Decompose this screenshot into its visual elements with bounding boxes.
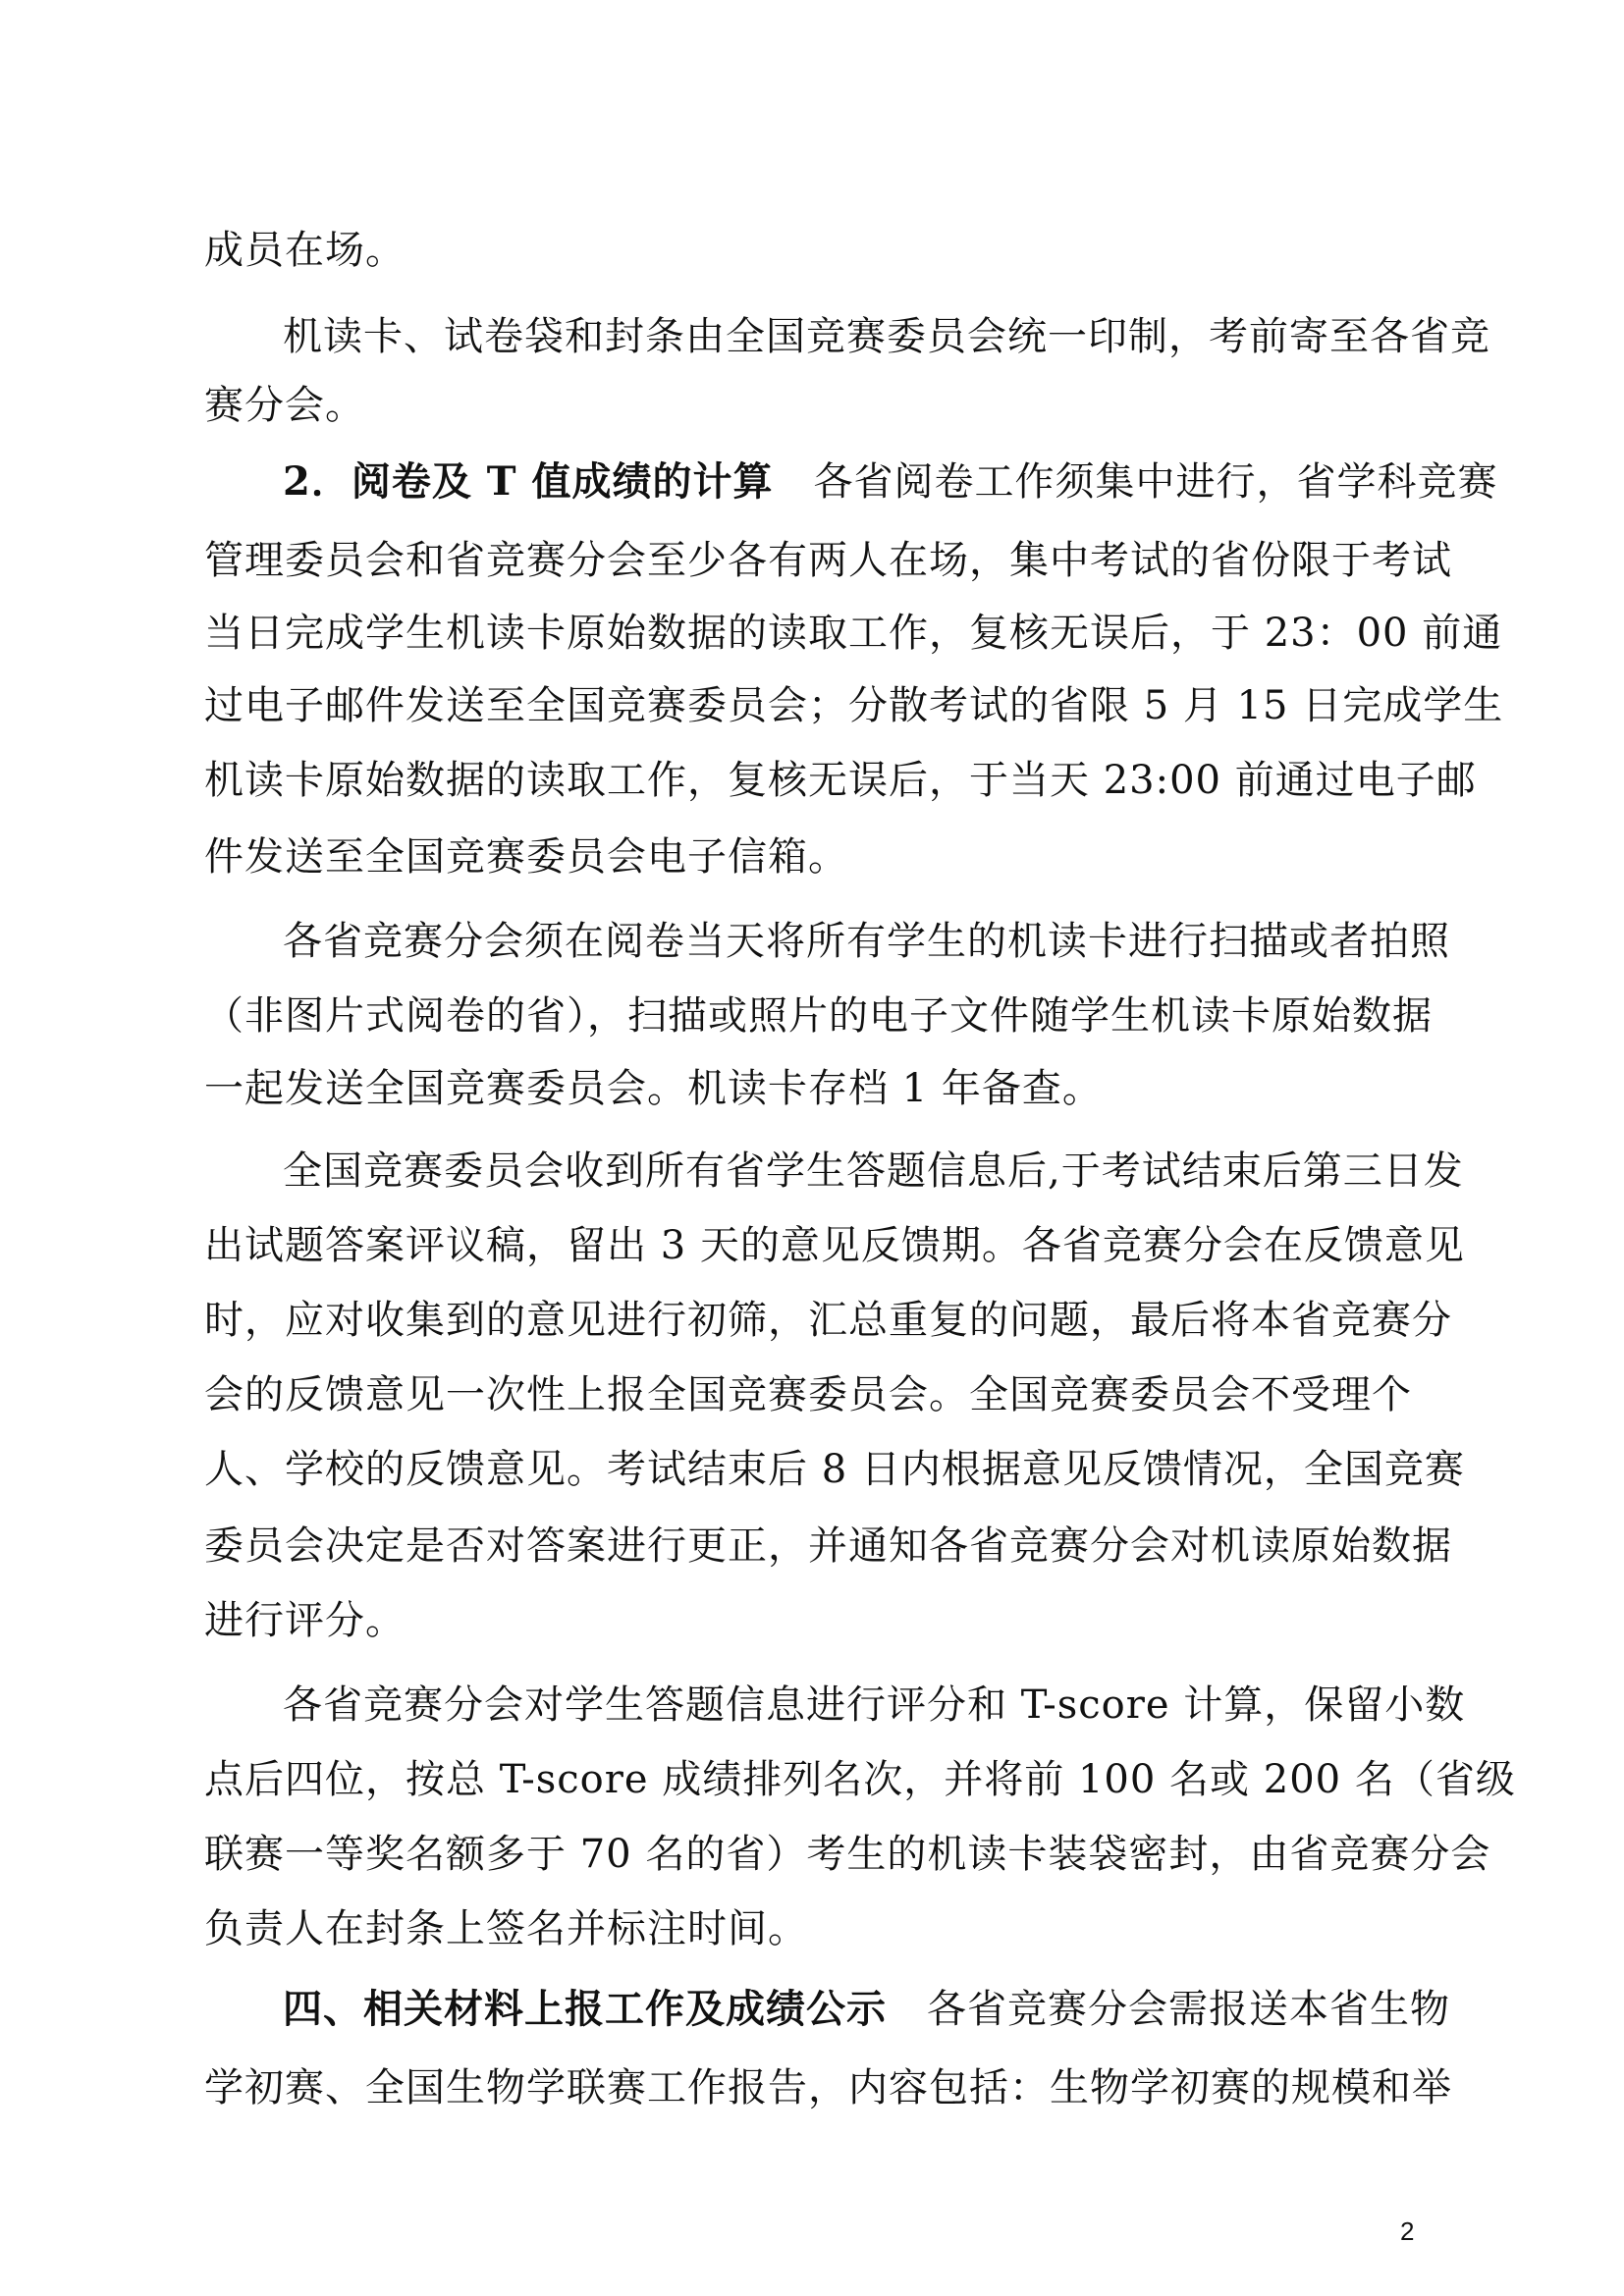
section-heading: 四、相关材料上报工作及成绩公示 (283, 1986, 887, 2032)
page-number: 2 (1400, 2216, 1415, 2246)
text-line: 出试题答案评议稿，留出 3 天的意见反馈期。各省竞赛分会在反馈意见 (204, 1223, 1465, 1268)
text-line: 管理委员会和省竞赛分会至少各有两人在场，集中考试的省份限于考试 (204, 538, 1452, 583)
text-line: 当日完成学生机读卡原始数据的读取工作，复核无误后，于 23：00 前通 (204, 611, 1503, 656)
text-line: 各省竞赛分会须在阅卷当天将所有学生的机读卡进行扫描或者拍照 (283, 919, 1450, 964)
text-line: 进行评分。 (204, 1598, 406, 1643)
text-line: 一起发送全国竞赛委员会。机读卡存档 1 年备查。 (204, 1066, 1103, 1111)
text-line: 时，应对收集到的意见进行初筛，汇总重复的问题，最后将本省竞赛分 (204, 1298, 1452, 1343)
text-line: 全国竞赛委员会收到所有省学生答题信息后,于考试结束后第三日发 (283, 1148, 1464, 1194)
text-line: 机读卡、试卷袋和封条由全国竞赛委员会统一印制，考前寄至各省竞 (283, 314, 1490, 359)
text-line: 委员会决定是否对答案进行更正，并通知各省竞赛分会对机读原始数据 (204, 1523, 1452, 1569)
heading-line (283, 1985, 1450, 2034)
text-run: 各省竞赛分会需报送本省生物 (927, 1987, 1450, 2032)
text-line: 联赛一等奖名额多于 70 名的省）考生的机读卡装袋密封，由省竞赛分会 (204, 1832, 1491, 1877)
text-line: 成员在场。 (204, 228, 406, 273)
text-line: 点后四位，按总 T-score 成绩排列名次，并将前 100 名或 200 名（省级 (204, 1757, 1516, 1802)
text-line: （非图片式阅卷的省），扫描或照片的电子文件随学生机读卡原始数据 (204, 993, 1433, 1039)
text-line: 学初赛、全国生物学联赛工作报告，内容包括：生物学初赛的规模和举 (204, 2065, 1452, 2110)
text-line: 件发送至全国竞赛委员会电子信箱。 (204, 834, 848, 880)
text-line: 赛分会。 (204, 383, 365, 428)
heading-line (283, 457, 1497, 507)
text-line: 负责人在封条上签名并标注时间。 (204, 1906, 808, 1951)
section-heading: 2．阅卷及 T 值成绩的计算 (283, 458, 774, 505)
text-line: 机读卡原始数据的读取工作，复核无误后，于当天 23:00 前通过电子邮 (204, 758, 1477, 803)
text-line: 过电子邮件发送至全国竞赛委员会；分散考试的省限 5 月 15 日完成学生 (204, 683, 1504, 728)
text-line: 人、学校的反馈意见。考试结束后 8 日内根据意见反馈情况，全国竞赛 (204, 1447, 1465, 1492)
text-line: 会的反馈意见一次性上报全国竞赛委员会。全国竞赛委员会不受理个 (204, 1372, 1412, 1417)
text-line: 各省竞赛分会对学生答题信息进行评分和 T-score 计算，保留小数 (283, 1682, 1466, 1728)
text-run: 各省阅卷工作须集中进行，省学科竞赛 (813, 459, 1498, 505)
